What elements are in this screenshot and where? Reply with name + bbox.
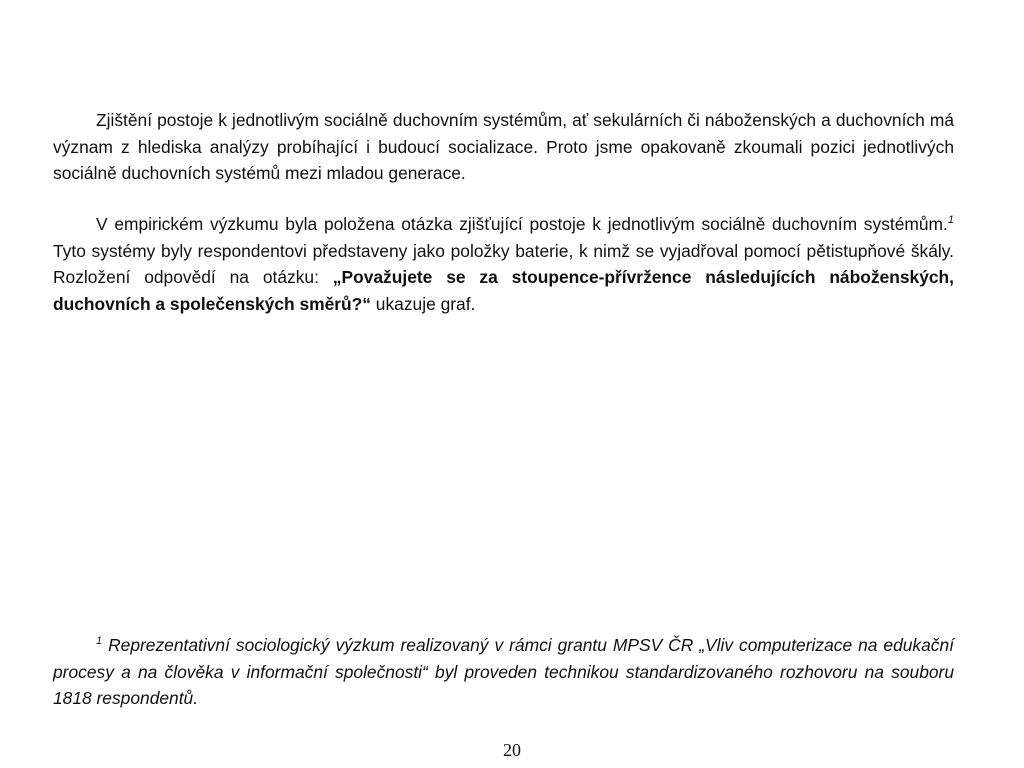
paragraph-intro [53, 107, 954, 187]
survey-question: „Považujete se za stoupence-přívržence následujících náboženských, duchovních a společenských směrů?“ [53, 267, 954, 314]
footnote-text: Reprezentativní sociologický výzkum realizovaný v rámci grantu MPSV ČR „Vliv computerizace na edukační procesy a na člověka v informační společnosti“ byl proveden technikou standardizovaného rozhovoru na souboru 1818 respondentů. [53, 635, 954, 709]
paragraph-survey-middle: Tyto systémy byly respondentovi představeny jako položky baterie, k nimž se vyjadřoval pomocí pětistupňové škály. Rozložení odpovědí na otázku: [53, 240, 954, 288]
paragraph-survey-end: ukazuje graf. [370, 293, 476, 314]
page-number: 20 [503, 740, 521, 760]
footnote [53, 632, 954, 712]
paragraph-intro-text: Zjištění postoje k jednotlivým sociálně duchovním systémům, ať sekulárních či náboženských a duchovních má význam z hlediska analýzy probíhající i budoucí socializace. Proto jsme opakovaně zkoumali pozici jednotlivých sociálně duchovních systémů mezi mladou generace. [53, 110, 954, 184]
paragraph-survey [53, 211, 954, 317]
footnote-mark: 1 [96, 635, 103, 648]
footnote-reference[interactable]: 1 [947, 214, 954, 227]
paragraph-survey-start: V empirickém výzkumu byla položena otázka zjišťující postoje k jednotlivým sociálně duchovním systémům. [96, 214, 948, 234]
